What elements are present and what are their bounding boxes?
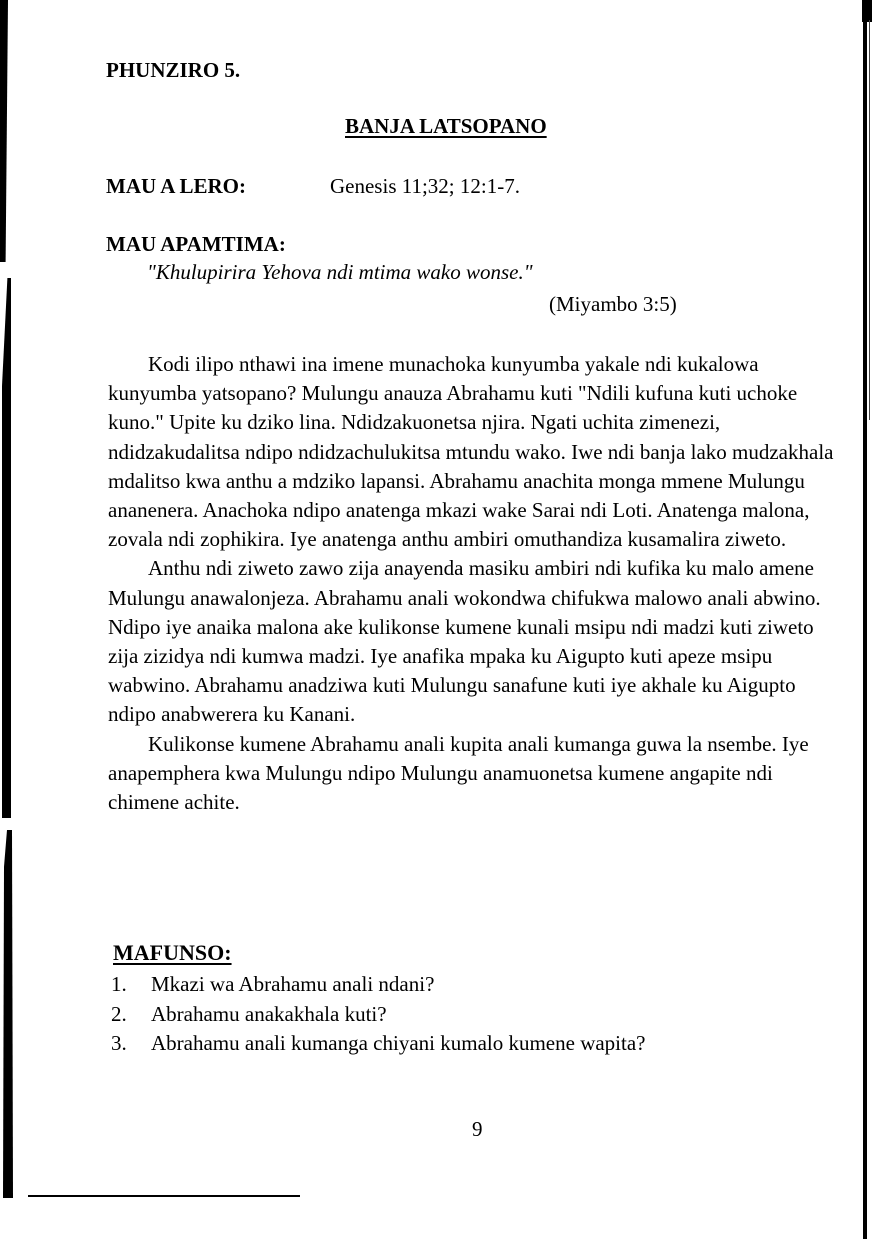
questions-list: [111, 970, 646, 1059]
paragraph: Anthu ndi ziweto zawo zija anayenda masiku ambiri ndi kufika ku malo amene Mulungu anawalonjeza. Abrahamu anali wokondwa chifukwa malowo anali abwino. Ndipo iye anaika malona ake kulikonse kumene kunali msipu ndi madzi kuti ziweto zija zizidya ndi kumwa madzi. Iye anafika mpaka ku Aigupto kuti apeze msipu wabwino. Abrahamu anadziwa kuti Mulungu sanafune kuti iye akhale ku Aigupto ndipo anabwerera ku Kanani.: [108, 556, 821, 727]
question-item: [111, 1000, 646, 1030]
question-item: [111, 970, 646, 1000]
scan-edge-left-middle: [2, 278, 11, 818]
memory-verse-label: MAU APAMTIMA:: [106, 232, 286, 256]
questions-heading: MAFUNSO:: [113, 940, 232, 965]
scan-edge-right-thin: [869, 20, 870, 420]
scan-edge-bottom-line: [28, 1195, 300, 1197]
question-text: Abrahamu anakakhala kuti?: [151, 1001, 387, 1026]
question-item: [111, 1029, 646, 1059]
lesson-body: [108, 350, 843, 817]
page-title: BANJA LATSOPANO: [345, 114, 547, 138]
question-number: 3.: [111, 1031, 127, 1055]
reading-value: Genesis 11;32; 12:1-7.: [330, 174, 520, 198]
question-number: 2.: [111, 1001, 127, 1026]
paragraph: Kodi ilipo nthawi ina imene munachoka kunyumba yakale ndi kukalowa kunyumba yatsopano? Mulungu anauza Abrahamu kuti "Ndili kufuna kuti uchoke kuno." Upite ku dziko lina. Ndidzakuonetsa njira. Ngati uchita zimenezi, ndidzakudalitsa ndipo ndidzachulukitsa mtundu wako. Iwe ndi banja lako mudzakhala mdalitso kwa anthu a mdziko lapansi. Abrahamu anachita monga mmene Mulungu ananenera. Anachoka ndipo anatenga mkazi wake Sarai ndi Loti. Anatenga malona, zovala ndi zophikira. Iye anatenga anthu ambiri omuthandiza kusamalira ziweto.: [108, 352, 834, 552]
question-text: Abrahamu anali kumanga chiyani kumalo kumene wapita?: [151, 1031, 646, 1055]
page-number: 9: [472, 1117, 483, 1141]
memory-verse-reference: (Miyambo 3:5): [549, 292, 677, 316]
question-number: 1.: [111, 972, 127, 996]
reading-label: MAU A LERO:: [106, 174, 247, 198]
question-text: Mkazi wa Abrahamu anali ndani?: [151, 972, 435, 996]
memory-verse-text: "Khulupirira Yehova ndi mtima wako wonse.": [147, 260, 533, 284]
scan-edge-left-top: [0, 0, 8, 262]
paragraph: Kulikonse kumene Abrahamu anali kupita anali kumanga guwa la nsembe. Iye anapemphera kwa Mulungu ndipo Mulungu anamuonetsa kumene angapite ndi chimene achite.: [108, 731, 809, 815]
lesson-label: PHUNZIRO 5.: [106, 58, 241, 82]
scan-edge-right: [863, 0, 867, 1239]
scan-edge-left-bottom: [3, 830, 13, 1198]
